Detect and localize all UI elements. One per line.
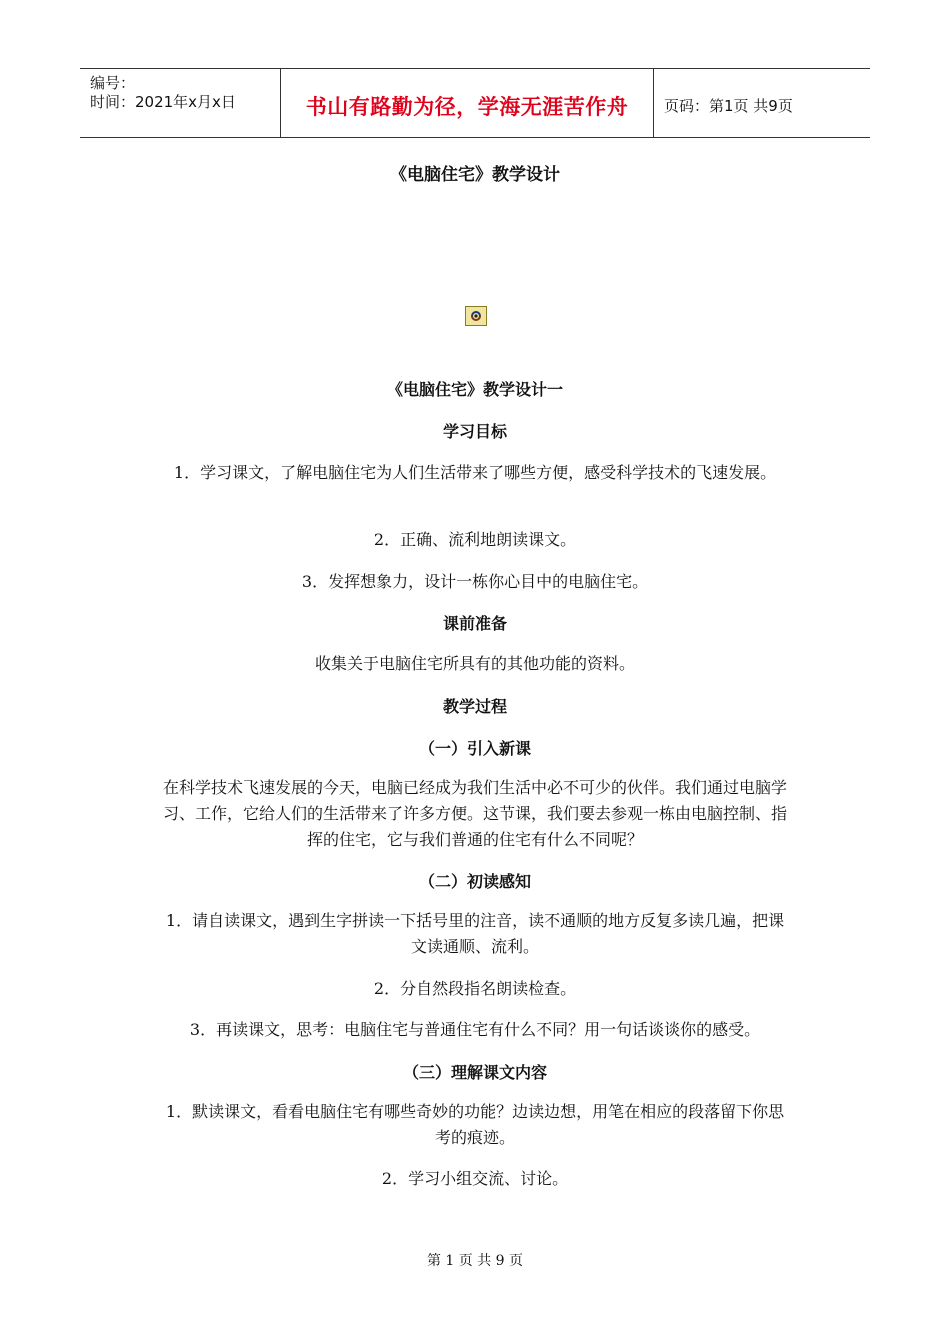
time-label: 时间：2021年x月x日: [90, 93, 236, 111]
paragraph: 收集关于电脑住宅所具有的其他功能的资料。: [314, 654, 635, 673]
section-heading-goals: 学习目标: [442, 422, 507, 441]
list-item: 2．正确、流利地朗读课文。: [373, 530, 577, 549]
paragraph: 在科学技术飞速发展的今天，电脑已经成为我们生活中必不可少的伙伴。我们通过电脑学习、工作，它给人们的生活带来了许多方便。这节课，我们要去参观一栋由电脑控制、指挥的住宅，它与我们普通的住宅有什么不同呢？: [162, 778, 787, 849]
header-page-cell: [654, 69, 870, 137]
list-item: 3．再读课文，思考：电脑住宅与普通住宅有什么不同？用一句话谈谈你的感受。: [189, 1020, 761, 1039]
subsection-heading: （三）理解课文内容: [402, 1063, 547, 1082]
section-heading-process: 教学过程: [442, 697, 507, 716]
section-heading-prep: 课前准备: [442, 614, 507, 633]
page-header: [80, 68, 870, 138]
header-info-cell: [80, 69, 281, 137]
list-item: 1．默读课文，看看电脑住宅有哪些奇妙的功能？边读边想，用笔在相应的段落留下你思考的痕迹。: [165, 1102, 785, 1147]
page-label: 页码：第1页 共9页: [664, 97, 793, 115]
page-footer: 第 1 页 共 9 页: [426, 1253, 524, 1269]
number-label: 编号：: [90, 74, 136, 92]
doc-title: 《电脑住宅》教学设计: [390, 165, 560, 185]
header-motto-cell: [281, 69, 654, 137]
list-item: 3．发挥想象力，设计一栋你心目中的电脑住宅。: [301, 572, 649, 591]
list-item: 1．学习课文，了解电脑住宅为人们生活带来了哪些方便，感受科学技术的飞速发展。: [173, 463, 777, 482]
list-item: 2．分自然段指名朗读检查。: [373, 979, 577, 998]
list-item: 2．学习小组交流、讨论。: [381, 1169, 569, 1188]
subsection-heading: （一）引入新课: [418, 739, 531, 758]
subsection-heading: （二）初读感知: [418, 872, 531, 891]
embedded-object-icon: [465, 306, 487, 326]
motto: 书山有路勤为径，学海无涯苦作舟: [305, 95, 629, 119]
doc-subtitle: 《电脑住宅》教学设计一: [386, 380, 563, 399]
list-item: 1．请自读课文，遇到生字拼读一下括号里的注音，读不通顺的地方反复多读几遍，把课文读通顺、流利。: [165, 911, 785, 956]
